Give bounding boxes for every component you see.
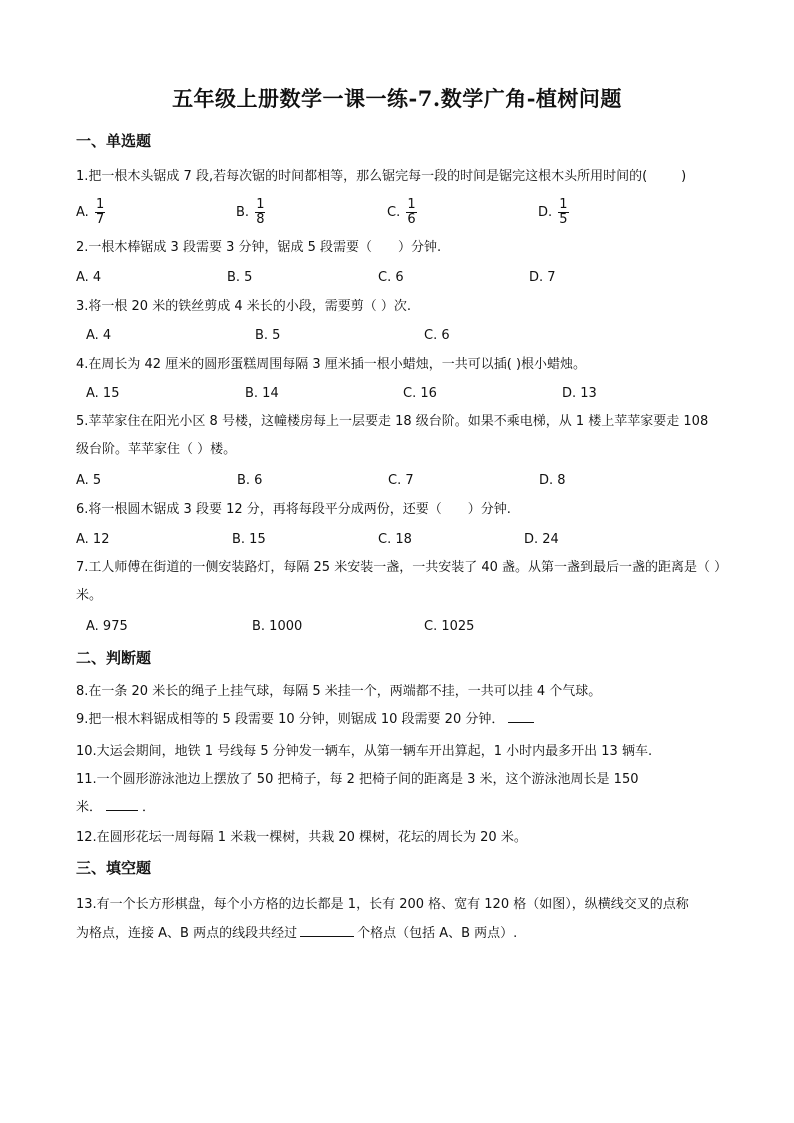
- question-9: 9.把一根木料锯成相等的 5 段需要 10 分钟，则锯成 10 段需要 20 分钟．: [76, 706, 534, 734]
- question-2: 2.一根木棒锯成 3 段需要 3 分钟，锯成 5 段需要（ ）分钟.: [76, 240, 442, 255]
- option-c[interactable]: C. 1025: [424, 619, 475, 634]
- question-3: 3.将一根 20 米的铁丝剪成 4 米长的小段，需要剪（ ）次.: [76, 299, 412, 314]
- fraction: $\frac{1}{6}$: [407, 197, 416, 227]
- option-a[interactable]: A. 4: [76, 270, 102, 285]
- answer-blank[interactable]: [300, 924, 354, 937]
- fraction: $\frac{1}{5}$: [559, 197, 568, 227]
- section-heading-true-false: 二、判断题: [76, 649, 152, 667]
- option-b[interactable]: B. $\frac{1}{8}$: [236, 197, 265, 227]
- question-7: 7.工人师傅在街道的一侧安装路灯，每隔 25 米安装一盏，一共安装了 40 盏。从第一盏到最后一盏的距离是（ ）米。: [76, 560, 721, 603]
- option-d[interactable]: D. 13: [562, 386, 597, 401]
- section-heading-single-choice: 一、单选题: [76, 132, 152, 150]
- answer-blank[interactable]: [106, 798, 138, 811]
- answer-blank[interactable]: [508, 710, 534, 723]
- option-b[interactable]: B. 6: [237, 473, 263, 488]
- section-heading-fill-blank: 三、填空题: [76, 859, 152, 877]
- option-a[interactable]: A. 12: [76, 532, 110, 547]
- option-b[interactable]: B. 14: [245, 386, 279, 401]
- option-b[interactable]: B. 15: [232, 532, 266, 547]
- question-7-options: [0, 619, 794, 649]
- option-d[interactable]: D. $\frac{1}{5}$: [538, 197, 568, 227]
- option-c[interactable]: C. 16: [403, 386, 437, 401]
- question-1: [76, 163, 686, 191]
- option-a[interactable]: A. 975: [86, 619, 128, 634]
- page-title: 五年级上册数学一课一练-7.数学广角-植树问题: [172, 86, 622, 111]
- option-d[interactable]: D. 8: [539, 473, 566, 488]
- option-b[interactable]: B. 1000: [252, 619, 303, 634]
- option-c[interactable]: C. 6: [378, 270, 404, 285]
- question-8: 8.在一条 20 米长的绳子上挂气球，每隔 5 米挂一个，两端都不挂，一共可以挂 4 个气球。: [76, 684, 602, 699]
- option-b[interactable]: B. 5: [255, 328, 281, 343]
- option-c[interactable]: C. 7: [388, 473, 414, 488]
- option-b[interactable]: B. 5: [227, 270, 253, 285]
- question-10: 10.大运会期间，地铁 1 号线每 5 分钟发一辆车，从第一辆车开出算起，1 小时内最多开出 13 辆车.: [76, 744, 653, 759]
- question-4: 4.在周长为 42 厘米的圆形蛋糕周围每隔 3 厘米插一根小蜡烛，一共可以插( )根小蜡烛。: [76, 357, 587, 372]
- question-1-text: 1.把一根木头锯成 7 段,若每次锯的时间都相等，那么锯完每一段的时间是锯完这根木头所用时间的(: [76, 169, 648, 184]
- fraction: $\frac{1}{8}$: [256, 197, 265, 227]
- option-c[interactable]: C. 18: [378, 532, 412, 547]
- option-a[interactable]: A. 15: [86, 386, 120, 401]
- option-a[interactable]: A. 4: [86, 328, 112, 343]
- question-11-line-1: 11.一个圆形游泳池边上摆放了 50 把椅子，每 2 把椅子间的距离是 3 米，这个游泳池周长是 150: [76, 772, 639, 787]
- option-c[interactable]: C. 6: [424, 328, 450, 343]
- option-a[interactable]: A. $\frac{1}{7}$: [76, 197, 105, 227]
- question-5: 5.苹苹家住在阳光小区 8 号楼，这幢楼房每上一层要走 18 级台阶。如果不乘电梯，从 1 楼上苹苹家要走 108 级台阶。苹苹家住（ ）楼。: [76, 414, 709, 457]
- question-1-options: [0, 198, 794, 228]
- question-13-line-2: 为格点，连接 A、B 两点的线段共经过 个格点（包括 A、B 两点）.: [76, 926, 518, 941]
- question-11-line-2: 米． ．: [76, 800, 156, 815]
- question-6: 6.将一根圆木锯成 3 段要 12 分，再将每段平分成两份，还要（ ）分钟.: [76, 502, 511, 517]
- question-1-tail: ): [681, 169, 687, 184]
- option-c[interactable]: C. $\frac{1}{6}$: [387, 197, 416, 227]
- option-d[interactable]: D. 7: [529, 270, 556, 285]
- option-a[interactable]: A. 5: [76, 473, 102, 488]
- question-12: 12.在圆形花坛一周每隔 1 米栽一棵树，共栽 20 棵树，花坛的周长为 20 米。: [76, 830, 527, 845]
- option-d[interactable]: D. 24: [524, 532, 559, 547]
- fraction: $\frac{1}{7}$: [95, 197, 105, 227]
- question-13-line-1: 13.有一个长方形棋盘，每个小方格的边长都是 1，长有 200 格、宽有 120 格（如图），纵横线交叉的点称: [76, 897, 689, 912]
